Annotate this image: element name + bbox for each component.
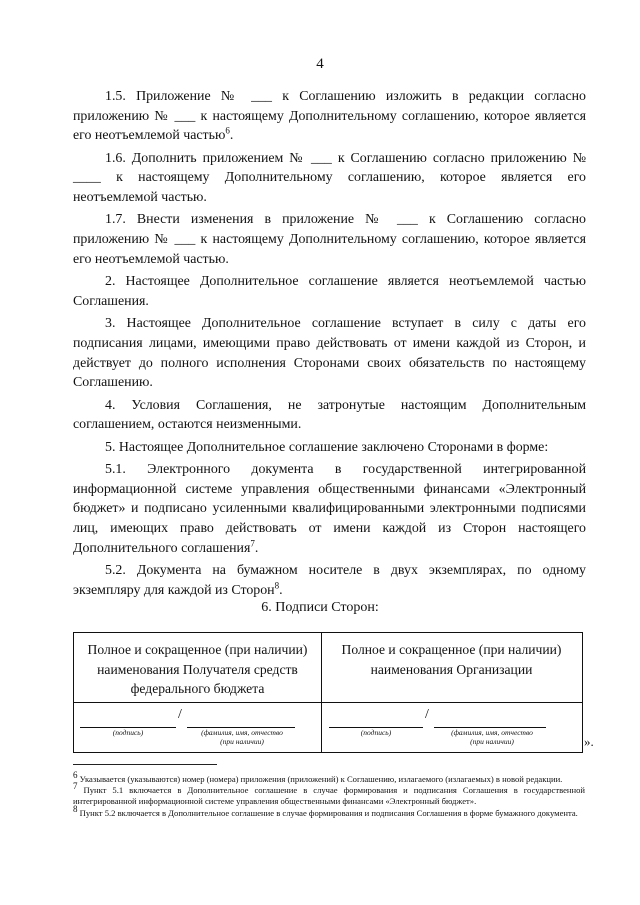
- paragraph-1-6: 1.6. Дополнить приложением № ___ к Соглашению согласно приложению № ____ к настоящему Дополнительному соглашению, которое является его неотъемлемой частью.: [73, 150, 586, 206]
- paragraph-4: 4. Условия Соглашения, не затронутые настоящим Дополнительным соглашением, остаются неизменными.: [73, 397, 586, 433]
- paragraph-2: 2. Настоящее Дополнительное соглашение является неотъемлемой частью Соглашения.: [73, 274, 586, 309]
- closing-quote: ».: [584, 734, 594, 749]
- paragraph-3: 3. Настоящее Дополнительное соглашение вступает в силу с даты его подписания лицами, имеющими право действовать от имени каждой из Сторон, и действует до полного исполнения Сторонами своих обязательств по настоящему Соглашению.: [73, 316, 586, 391]
- signature-column-recipient: [74, 633, 322, 752]
- footnote-7: $^7$ Пункт 5.1 включается в Дополнительное соглашение в случае формирования и подписания Соглашения в государственной интегрированной информационной системе управления общественными финансами «Электронный бюджет».: [73, 781, 585, 807]
- recipient-slash: /: [178, 707, 182, 722]
- paragraph-5: 5. Настоящее Дополнительное соглашение заключено Сторонами в форме:: [105, 439, 549, 455]
- organization-header: Полное и сокращенное (при наличии) наименования Организации: [341, 642, 562, 677]
- footnote-8: $^8$ Пункт 5.2 включается в Дополнительное соглашение в случае формирования и подписания Соглашения в форме бумажного документа.: [73, 803, 578, 818]
- header-divider: [321, 702, 582, 703]
- paragraph-1-5: 1.5. Приложение № ___ к Соглашению изложить в редакции согласно приложению № ___ к настоящему Дополнительному соглашению, которое является его неотъемлемой частью$^6$.: [73, 89, 586, 144]
- footnote-ref-6: 6: [225, 125, 230, 136]
- footnote-6: $^6$ Указывается (указываются) номер (номера) приложения (приложений) к Соглашению, излагаемого (излагаемых) в новой редакции.: [73, 770, 563, 784]
- organization-signature-caption: (подпись): [360, 728, 392, 737]
- section-title-signatures: 6. Подписи Сторон:: [261, 600, 379, 615]
- paragraph-1-7: 1.7. Внести изменения в приложение № ___ к Соглашению согласно приложению № ___ к настоящему Дополнительному соглашению, которое является его неотъемлемой частью.: [73, 212, 586, 267]
- organization-name-caption: (фамилия, имя, отчество: [451, 728, 533, 737]
- paragraph-5-1: 5.1. Электронного документа в государственной интегрированной информационной системе управления общественными финансами «Электронный бюджет» и подписано усиленными квалифицированными электронными подписями лиц, имеющих право действовать от имени каждой из Сторон настоящего Дополнительного соглашения$^7$.: [73, 461, 586, 556]
- page-number: 4: [316, 56, 324, 72]
- document-body: [73, 87, 586, 603]
- header-divider: [74, 702, 321, 703]
- footnote-separator: [73, 764, 217, 765]
- signature-column-organization: [321, 633, 582, 752]
- organization-name-caption-2: (при наличии): [470, 737, 514, 746]
- recipient-signature-caption: (подпись): [112, 728, 144, 737]
- recipient-name-caption-2: (при наличии): [220, 737, 264, 746]
- recipient-header: Полное и сокращенное (при наличии) наименования Получателя средств федерального бюджета: [87, 642, 308, 696]
- footnote-ref-8: 8: [274, 580, 280, 590]
- organization-slash: /: [425, 707, 429, 722]
- signature-table: [73, 632, 583, 753]
- paragraph-5-2: 5.2. Документа на бумажном носителе в двух экземплярах, по одному экземпляру для каждой из Сторон$^8$.: [73, 562, 586, 598]
- recipient-name-caption: (фамилия, имя, отчество: [201, 728, 283, 737]
- footnotes: [73, 770, 585, 819]
- footnote-ref-7: 7: [250, 538, 255, 548]
